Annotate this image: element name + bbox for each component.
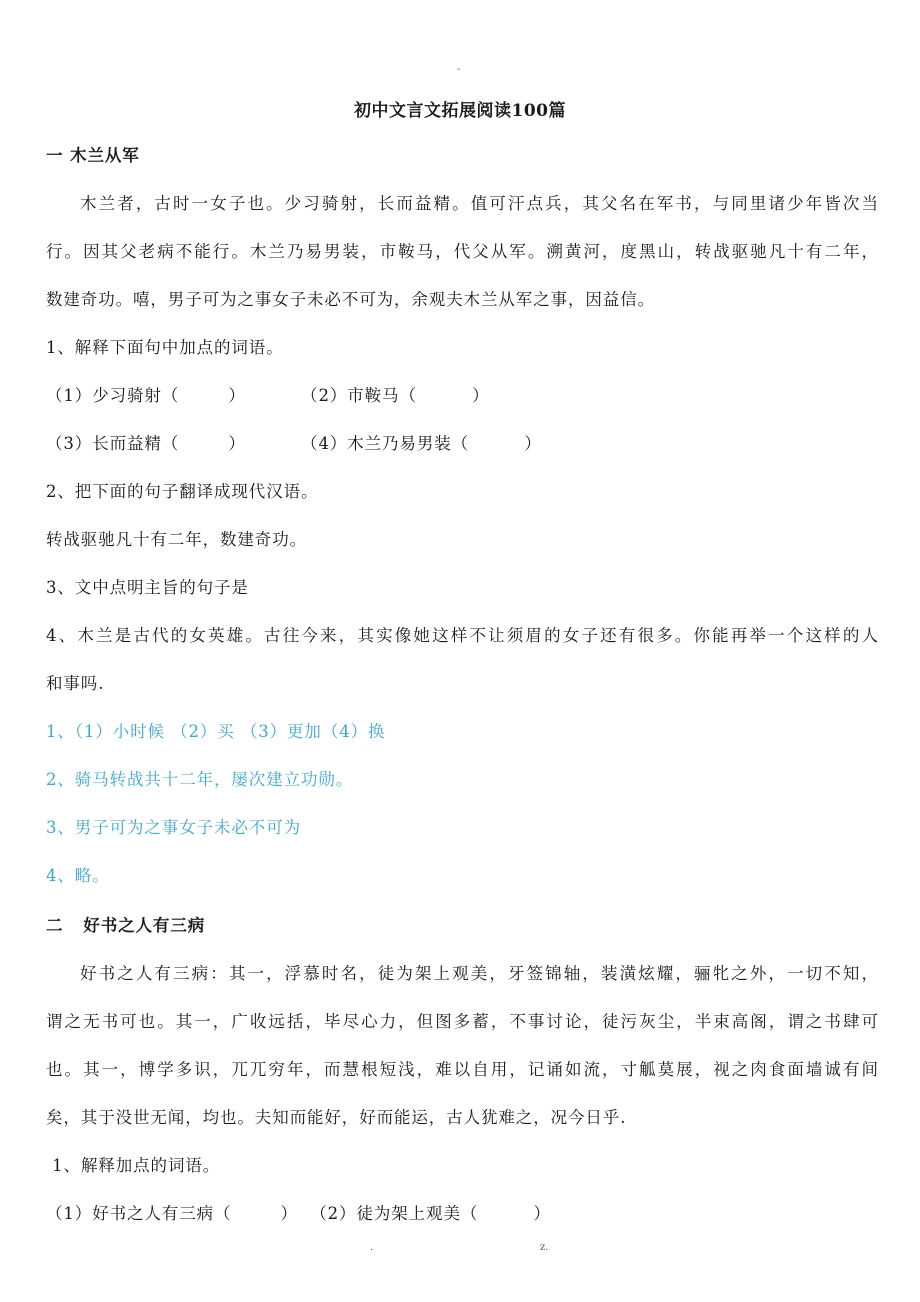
section1-passage-line-3: 数建奇功。嘻，男子可为之事女子未必不可为，余观夫木兰从军之事，因益信。 <box>46 290 655 309</box>
section1-answer-2: 2、骑马转战共十二年，屡次建立功勋。 <box>46 770 354 789</box>
section2-passage-line-2: 谓之无书可也。其一，广收远括，毕尽心力，但图多蓄，不事讨论，徒污灰尘，半束高阁，谓之书肆可 <box>46 1012 878 1031</box>
section2-heading: 二 好书之人有三病 <box>46 916 206 935</box>
section1-question-4-line-1: 4、木兰是古代的女英雄。古往今来，其实像她这样不让须眉的女子还有很多。你能再举一个这样的人 <box>46 626 878 645</box>
footer-left-mark: . <box>370 1242 374 1253</box>
section1-answer-4: 4、略。 <box>46 866 110 885</box>
section2-passage-line-1: 好书之人有三病：其一，浮慕时名，徒为架上观美，牙签锦轴，装潢炫耀，骊牝之外，一切不知， <box>80 964 878 983</box>
section1-question-3: 3、文中点明主旨的句子是 <box>46 578 249 597</box>
section1-question-1: 1、解释下面句中加点的词语。 <box>46 338 284 357</box>
footer-right-mark: z. <box>540 1242 549 1253</box>
section1-question-2-sentence: 转战驱驰凡十有二年，数建奇功。 <box>46 530 307 549</box>
section1-question-1-items-row-1: （1）少习骑射（ ） （2）市鞍马（ ） <box>46 386 490 405</box>
section1-passage-line-2: 行。因其父老病不能行。木兰乃易男装，市鞍马，代父从军。溯黄河，度黑山，转战驱驰凡十有二年， <box>46 242 878 261</box>
section2-passage-line-4: 矣，其于没世无闻，均也。夫知而能好，好而能运，古人犹难之，况今日乎. <box>46 1108 627 1127</box>
page-title: 初中文言文拓展阅读100篇 <box>354 101 566 121</box>
section1-question-4-line-2: 和事吗. <box>46 674 105 693</box>
section1-answer-3: 3、男子可为之事女子未必不可为 <box>46 818 301 837</box>
section2-passage-line-3: 也。其一，博学多识，兀兀穷年，而慧根短浅，难以自用，记诵如流，寸觚莫展，视之肉食面墙诚有间 <box>46 1060 878 1079</box>
section1-passage-line-1: 木兰者，古时一女子也。少习骑射，长而益精。值可汗点兵，其父名在军书，与同里诸少年皆次当 <box>80 194 878 213</box>
section1-question-1-items-row-2: （3）长而益精（ ） （4）木兰乃易男装（ ） <box>46 434 542 453</box>
header-mark: - <box>457 64 461 75</box>
section1-heading: 一 木兰从军 <box>46 146 140 165</box>
section2-question-1: 1、解释加点的词语。 <box>46 1156 221 1175</box>
section1-answer-1: 1、（1）小时候 （2）买 （3）更加（4）换 <box>46 722 386 741</box>
section1-question-2: 2、把下面的句子翻译成现代汉语。 <box>46 482 319 501</box>
section2-question-1-items-row-1: （1）好书之人有三病（ ） （2）徒为架上观美（ ） <box>46 1204 551 1223</box>
